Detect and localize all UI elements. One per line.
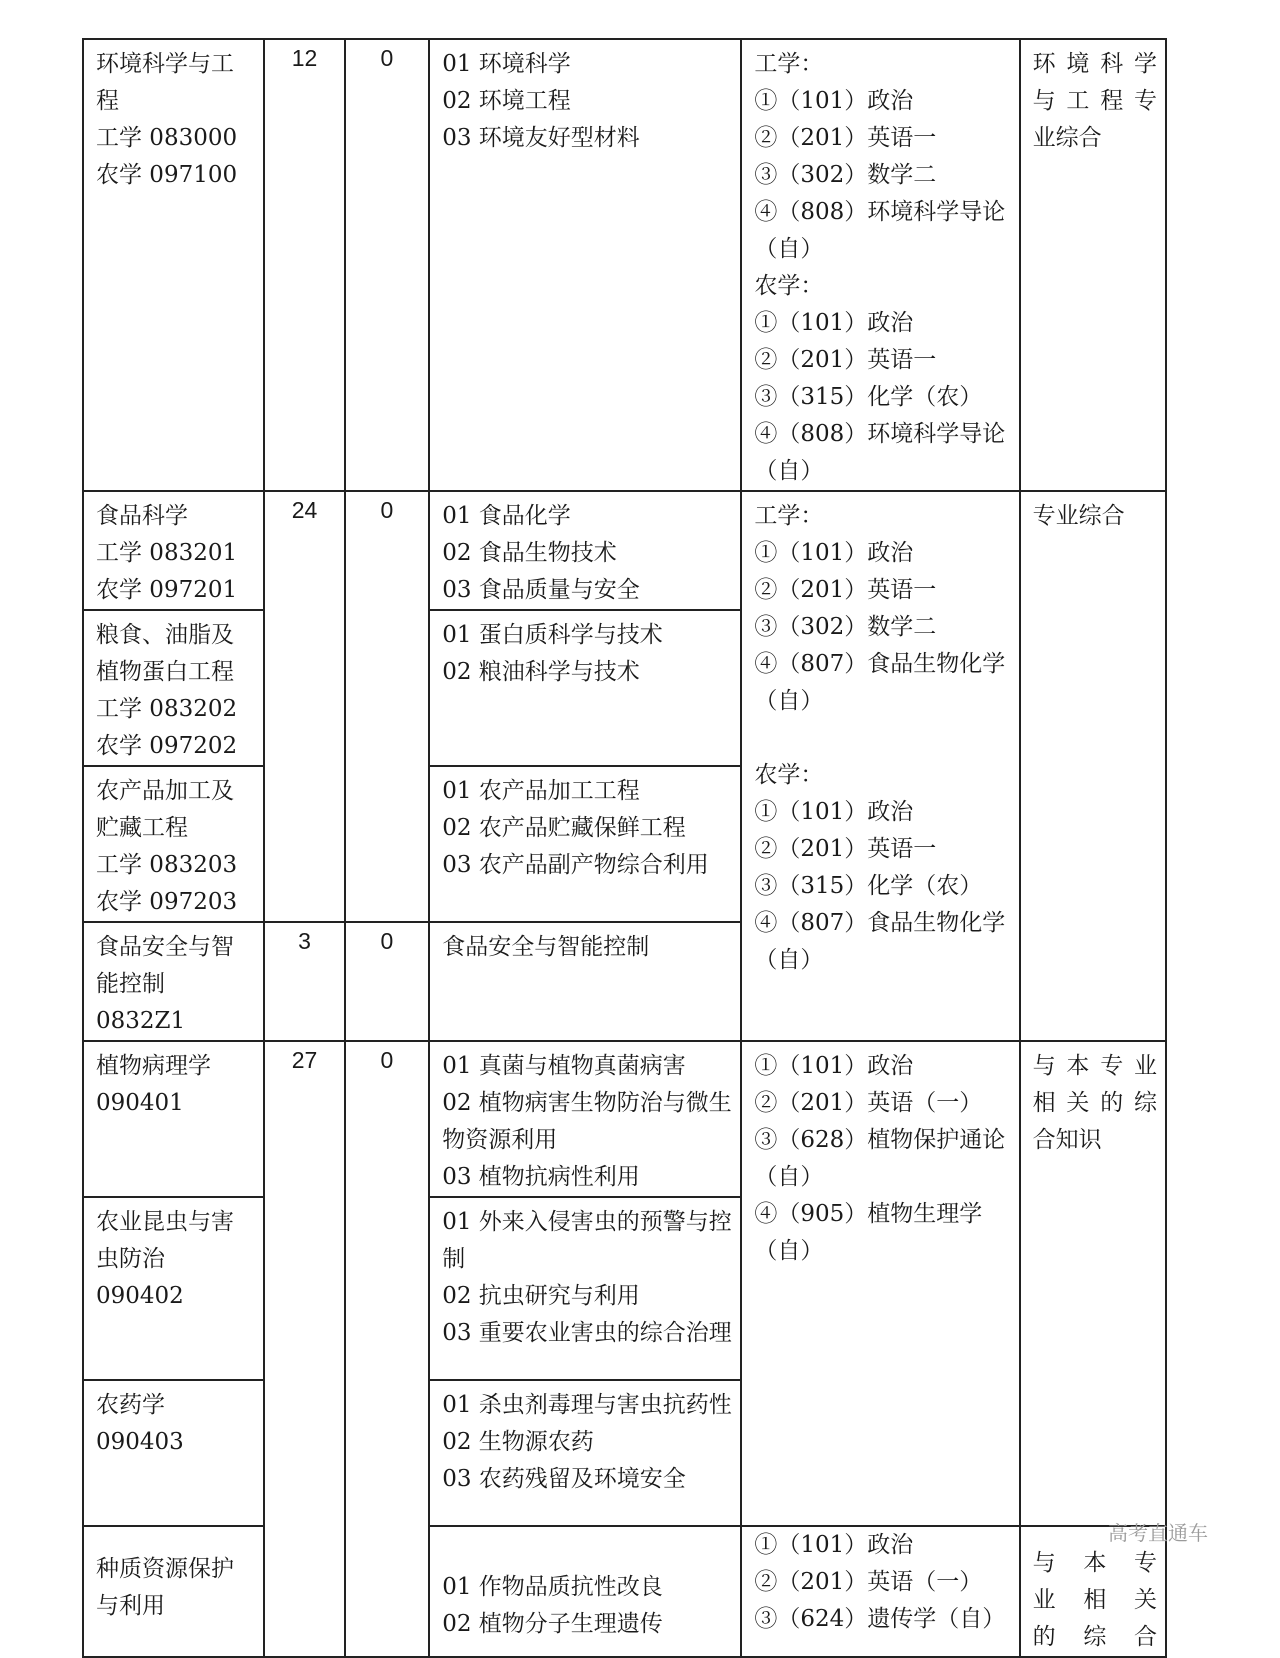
major-name-cell: 粮食、油脂及 植物蛋白工程 工学 083202 农学 097202: [83, 610, 264, 766]
exempt-cell: 0: [345, 491, 429, 922]
table-row: [83, 39, 1166, 491]
exempt-cell: 0: [345, 39, 429, 491]
comprehensive-cell: 环境科学 与工程专 业综合: [1020, 39, 1166, 491]
major-name-cell: 植物病理学 090401: [83, 1041, 264, 1197]
exam-subjects-cell: ①（101）政治 ②（201）英语（一） ③（628）植物保护通论 （自） ④（905）植物生理学 （自）: [741, 1041, 1019, 1526]
direction-cell: 食品安全与智能控制: [429, 922, 741, 1041]
major-name-cell: 食品科学 工学 083201 农学 097201: [83, 491, 264, 610]
comprehensive-cell: 与本专业 相关的综 合知识: [1020, 1041, 1166, 1526]
direction-cell: 01 作物品质抗性改良 02 植物分子生理遗传: [429, 1526, 741, 1657]
major-name-cell: 种质资源保护 与利用: [83, 1526, 264, 1657]
direction-cell: 01 农产品加工工程 02 农产品贮藏保鲜工程 03 农产品副产物综合利用: [429, 766, 741, 922]
quota-cell: 3: [264, 922, 344, 1041]
exam-subjects-cell: 工学： ①（101）政治 ②（201）英语一 ③（302）数学二 ④（807）食品生物化学 （自） 农学： ①（101）政治 ②（201）英语一 ③（315）化学（农） ④（807）食品生物化学 （自）: [741, 491, 1019, 1041]
quota-cell: 27: [264, 1041, 344, 1657]
direction-cell: 01 食品化学 02 食品生物技术 03 食品质量与安全: [429, 491, 741, 610]
exam-subjects-cell: ①（101）政治 ②（201）英语（一） ③（624）遗传学（自）: [741, 1526, 1019, 1657]
direction-cell: 01 环境科学 02 环境工程 03 环境友好型材料: [429, 39, 741, 491]
table-row: [83, 1041, 1166, 1197]
major-name-cell: 环境科学与工 程 工学 083000 农学 097100: [83, 39, 264, 491]
quota-cell: 12: [264, 39, 344, 491]
quota-cell: 24: [264, 491, 344, 922]
direction-cell: 01 杀虫剂毒理与害虫抗药性 02 生物源农药 03 农药残留及环境安全: [429, 1380, 741, 1526]
watermark-text: 高考直通车: [1108, 1521, 1208, 1545]
direction-cell: 01 真菌与植物真菌病害 02 植物病害生物防治与微生物资源利用 03 植物抗病性利用: [429, 1041, 741, 1197]
table-row: [83, 491, 1166, 610]
major-name-cell: 农业昆虫与害 虫防治 090402: [83, 1197, 264, 1380]
direction-cell: 01 蛋白质科学与技术 02 粮油科学与技术: [429, 610, 741, 766]
major-name-cell: 农药学 090403: [83, 1380, 264, 1526]
enrollment-table: [82, 38, 1167, 1658]
major-name-cell: 食品安全与智 能控制 0832Z1: [83, 922, 264, 1041]
direction-cell: 01 外来入侵害虫的预警与控制 02 抗虫研究与利用 03 重要农业害虫的综合治理: [429, 1197, 741, 1380]
exam-subjects-cell: 工学： ①（101）政治 ②（201）英语一 ③（302）数学二 ④（808）环境科学导论 （自） 农学： ①（101）政治 ②（201）英语一 ③（315）化学（农） ④（808）环境科学导论 （自）: [741, 39, 1019, 491]
comprehensive-cell: 与本专 业相关 的综合: [1020, 1526, 1166, 1657]
major-name-cell: 农产品加工及 贮藏工程 工学 083203 农学 097203: [83, 766, 264, 922]
comprehensive-cell: 专业综合: [1020, 491, 1166, 1041]
table-row: [83, 1526, 1166, 1657]
exempt-cell: 0: [345, 1041, 429, 1657]
exempt-cell: 0: [345, 922, 429, 1041]
